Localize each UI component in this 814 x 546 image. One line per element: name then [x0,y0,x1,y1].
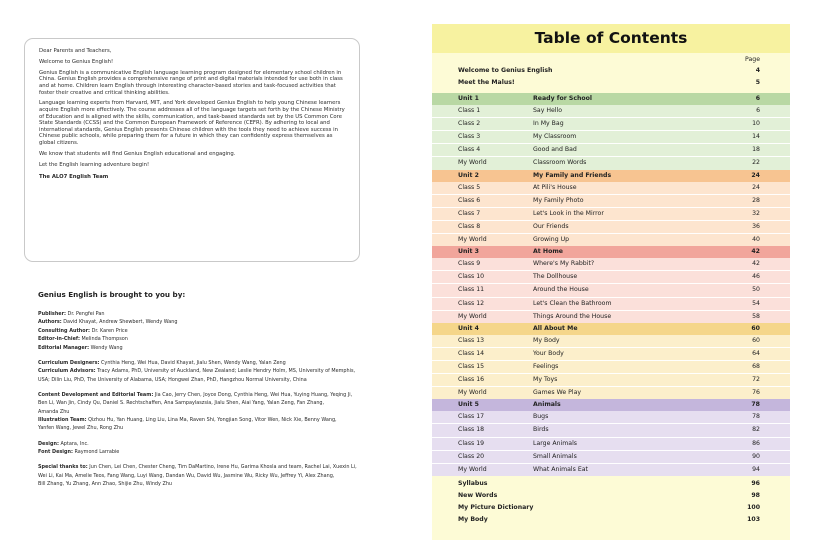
credit-role: Curriculum Designers: [38,359,100,366]
credit-names: Aptara, Inc. [58,440,89,447]
credit-names: Raymond Larrabie [72,449,120,456]
toc-row [432,411,790,424]
letter-paragraph: We know that students will find Genius English educational and engaging. [39,150,236,157]
letter-paragraph: Genius English is a communicative English language learning program designed for elementary school children in China. Genius English provides a comprehensive range of print and digital materials intended for use both in class and at home. Children learn English through interesting character-based stories and task-focused activities that foster their creative and critical thinking abilities. [39,69,343,96]
credit-line [38,408,358,416]
toc-row [432,298,790,311]
credits-section [38,290,358,495]
credit-role: Consulting Author: [38,327,91,334]
toc-row [432,182,790,195]
toc-page-number: 86 [752,439,760,447]
toc-row [432,131,790,144]
toc-entry-title: Things Around the House [533,312,612,320]
credit-names: Ben Li, Wan Jin, Cindy Qu, Daniel S. Rechtschaffen, Ana Sampaylaszsia, Jialu Shen, Aiai Yang, Yalan Zeng, Fan Zhang, [38,400,325,407]
toc-entry-title: Let's Look in the Mirror [533,209,604,217]
toc-page-number: 76 [752,389,760,397]
toc-entry-label: Class 3 [458,133,481,141]
credits-title: Genius English is brought to you by: [38,290,186,299]
toc-row [432,221,790,234]
toc-units [432,93,790,476]
toc-entry-label: Syllabus [458,479,488,487]
toc-entry-label: Unit 3 [458,248,479,256]
toc-entry-title: Our Friends [533,222,569,230]
toc-page-number: 28 [752,196,760,204]
credit-line [38,335,358,343]
credit-names: Yanfen Wang, Jewel Zhu, Rong Zhu [38,425,124,432]
toc-back-entry [432,514,790,526]
toc-row [432,157,790,169]
toc-entry-title: All About Me [533,324,578,332]
credit-role: Special thanks to: [38,464,88,471]
unit-rows [432,335,790,399]
toc-row [432,387,790,399]
credit-group [38,440,358,457]
credit-names: Dr. Karen Price [90,327,128,334]
unit-header [432,93,790,105]
toc-entry-label: My World [458,389,487,397]
toc-entry-label: Class 16 [458,376,485,384]
unit-header [432,170,790,182]
toc-row [432,144,790,157]
credit-line [38,463,358,471]
toc-entry-title: In My Bag [533,120,564,128]
toc-entry-label: Class 19 [458,439,485,447]
toc-page-number: 42 [752,260,760,268]
toc-page-number: 103 [747,516,760,524]
toc-entry-label: Unit 4 [458,324,479,332]
toc-page-number: 4 [755,67,760,74]
credit-role: Font Design: [38,449,73,456]
toc-entry-title: Small Animals [533,452,577,460]
toc-row [432,234,790,246]
toc-page-number: 24 [751,171,760,179]
toc-row [432,271,790,284]
toc-back-entry [432,490,790,502]
credit-role: Publisher: [38,311,66,317]
toc-back-matter [432,476,790,540]
toc-row [432,208,790,221]
unit-block [432,399,790,476]
page-column-header [432,53,790,65]
toc-page-number: 54 [752,299,760,307]
toc-row [432,284,790,297]
toc-entry-label: Class 2 [458,120,481,128]
toc-entry-label: Class 5 [458,183,481,191]
unit-block [432,170,790,247]
toc-back-entry [432,502,790,514]
unit-header [432,323,790,335]
toc-entry-label: New Words [458,491,498,499]
toc-front-entry [432,65,790,77]
credit-line [38,327,358,335]
toc-entry-label: Meet the Malus! [458,79,515,87]
toc-entry-title: Say Hello [533,107,563,115]
credit-names: Melinda Thompson [80,336,128,343]
toc-entry-label: Class 17 [458,413,485,421]
toc-entry-label: My World [458,236,487,244]
toc-row [432,118,790,131]
credit-line [38,367,358,375]
toc-page-number: 18 [752,146,760,154]
toc-page-number: 24 [752,183,760,191]
toc-row [432,438,790,451]
welcome-letter [24,38,360,262]
toc-entry-title: Large Animals [533,439,578,447]
toc-entry-label: Class 11 [458,286,485,294]
toc-entry-label: My Body [458,516,488,524]
credit-line [38,318,358,326]
credit-role: Authors: [38,319,62,326]
unit-block [432,323,790,400]
unit-rows [432,182,790,246]
toc-entry-title: Good and Bad [533,146,577,154]
toc-entry-title: Animals [533,401,561,409]
credit-role: Curriculum Advisors: [38,368,96,375]
credit-names: Qizhou Hu, Yan Huang, Ling Liu, Lina Ma, Raven Shi, Yongjian Song, Vitor Wen, Nick Xie, Benny Wang, [86,417,337,424]
toc-page-number: 96 [751,479,760,487]
credit-line [38,344,358,352]
toc-back-entry [432,478,790,490]
toc-entry-title: Where's My Rabbit? [533,260,595,268]
credit-groups [38,310,358,489]
toc-entry-label: My Picture Dictionary [458,504,534,511]
toc-entry-label: Class 13 [458,336,485,344]
unit-header [432,246,790,258]
toc-row [432,258,790,271]
credit-names: David Khayat, Andrew Shewbert, Wendy Wang [61,319,178,326]
toc-row [432,195,790,208]
toc-entry-title: Your Body [533,349,564,357]
toc-row [432,424,790,437]
credit-names: Amanda Zhu [38,408,70,415]
credit-names: Wendy Wang [89,344,123,351]
credit-line [38,376,358,384]
toc-entry-title: What Animals Eat [533,465,588,473]
toc-row [432,335,790,348]
credit-line [38,399,358,407]
toc-entry-label: Class 18 [458,426,485,434]
credit-names: Bill Zhang, Yu Zhang, Ann Zhao, Shijie Zhu, Windy Zhu [38,481,173,488]
toc-page-number: 42 [751,248,760,256]
letter-paragraph: Let the English learning adventure begin! [39,161,150,168]
toc-entry-label: Class 20 [458,452,485,460]
toc-page-number: 60 [752,336,760,344]
toc-entry-label: Class 7 [458,209,481,217]
credit-names: Jia Cao, Jerry Chen, Joyce Dong, Cynthia Heng, Wei Hua, Yuying Huang, Yeqing Ji, [153,391,353,398]
toc-page-number: 36 [752,222,760,230]
toc-entry-title: Classroom Words [533,159,587,167]
toc-entry-label: Unit 2 [458,171,479,179]
toc-page-number: 22 [752,159,760,167]
toc-entry-title: Birds [533,426,549,434]
toc-entry-label: Class 15 [458,362,485,370]
unit-header [432,399,790,411]
toc-page-number: 82 [752,426,760,434]
toc-row [432,311,790,323]
toc-entry-title: My Toys [533,376,558,384]
toc-page-number: 58 [752,312,760,320]
front-rows [432,65,790,89]
credit-names: Jun Chen, Lei Chen, Chester Cheng, Tim DaMartino, Irene Hu, Garima Khosla and team, Rachel Lai, Xuexin Li, [87,464,357,471]
letter-greeting: Dear Parents and Teachers, [39,48,112,54]
toc-entry-title: Feelings [533,362,559,370]
toc-entry-label: Welcome to Genius English [458,67,553,74]
credit-names: Tracy Adams, PhD, University of Auckland, New Zealand; Leslie Hendry Holm, MS, University of Memphis, [95,368,356,375]
toc-page-number: 40 [752,236,760,244]
toc-entry-title: Growing Up [533,236,570,244]
credit-line [38,440,358,448]
unit-block [432,246,790,323]
credit-role: Content Development and Editorial Team: [38,391,154,398]
toc-page-number: 6 [756,107,760,115]
letter-signature: The ALO7 English Team [39,174,109,181]
credit-line [38,359,358,367]
credit-line [38,391,358,399]
credit-names: Cynthia Heng, Wei Hua, David Khayat, Jialu Shen, Wendy Wang, Yalan Zeng [99,359,286,366]
toc-entry-title: My Body [533,336,560,344]
toc-row [432,464,790,476]
page-header-label: Page [745,56,760,63]
toc-entry-label: Class 9 [458,260,481,268]
credit-line [38,424,358,432]
unit-block [432,93,790,170]
credit-line [38,310,358,318]
credit-names: Dr. Pengfei Pan [66,311,105,317]
credit-role: Illustration Team: [38,417,87,424]
toc-page-number: 72 [752,376,760,384]
toc-entry-title: Around the House [533,286,589,294]
toc-page-number: 64 [752,349,760,357]
credit-group [38,463,358,488]
toc-page-number: 32 [752,209,760,217]
credit-role: Editorial Manager: [38,344,90,351]
toc-page-number: 60 [751,324,760,332]
toc-entry-title: At Home [533,248,563,256]
letter-paragraph: Language learning experts from Harvard, MIT, and York developed Genius English to help young Chinese learners acquire English more effectively. The course addresses all of the language targets set forth by the Chinese Ministry of Education and is aligned with the skills, communication, and task-based standards set by the US Common Core State Standards (CCSS) and the Common European Framework of Reference (CEFR). By adhering to local and international standards, Genius English presents Chinese children with the tools they need to achieve success in Chinese public schools, while preparing them for a future in which they can confidently express themselves as global citizens. [39,100,345,147]
toc-entry-label: Class 1 [458,107,481,115]
toc-entry-label: My World [458,159,487,167]
toc-entry-label: My World [458,312,487,320]
toc-front-entry [432,77,790,89]
toc-row [432,451,790,464]
toc-entry-label: Class 10 [458,273,485,281]
toc-row [432,361,790,374]
credit-role: Design: [38,440,59,447]
toc-page-number: 5 [755,79,760,87]
toc-page-number: 78 [751,401,760,409]
toc-title: Table of Contents [432,24,790,53]
toc-entry-title: The Dollhouse [533,273,578,281]
toc-page-number: 46 [752,273,760,281]
toc-entry-title: Bugs [533,413,549,421]
toc-entry-label: Class 6 [458,196,481,204]
toc-page-number: 100 [747,504,760,511]
toc-page-number: 68 [752,362,760,370]
toc-page-number: 94 [752,465,760,473]
unit-rows [432,411,790,475]
credit-names: USA; Dilin Liu, PhD, The University of Alabama, USA; Hongwei Zhan, PhD, Hangzhou Normal University, China [38,376,307,383]
toc-page-number: 78 [752,413,760,421]
toc-front-matter [432,53,790,93]
toc-page-number: 14 [752,133,760,141]
toc-entry-label: Class 4 [458,146,481,154]
toc-entry-label: Unit 5 [458,401,479,409]
toc-entry-title: Ready for School [533,95,593,102]
credit-group [38,310,358,352]
toc-entry-label: Unit 1 [458,95,479,102]
toc-entry-title: Games We Play [533,389,582,397]
toc-row [432,105,790,118]
toc-row [432,374,790,387]
credit-group [38,391,358,433]
toc-entry-label: Class 8 [458,222,481,230]
toc-page-number: 90 [752,452,760,460]
credit-line [38,416,358,424]
toc-row [432,348,790,361]
credit-group [38,359,358,384]
toc-page-number: 50 [752,286,760,294]
table-of-contents [432,24,790,524]
toc-entry-title: At Pili's House [533,183,577,191]
toc-entry-label: My World [458,465,487,473]
credit-line [38,448,358,456]
letter-welcome: Welcome to Genius English! [39,58,114,65]
unit-rows [432,105,790,169]
toc-entry-title: My Family and Friends [533,171,612,179]
credit-line [38,472,358,480]
credit-names: Wei Li, Kai Ma, Amelie Teos, Fang Wang, Luyi Wang, Dandan Wu, David Wu, Jasmine Wu, Ricky Wu, Jeffrey Yi, Alex Zhang, [38,472,335,479]
toc-entry-title: My Family Photo [533,196,584,204]
credit-role: Editor-in-Chief: [38,336,80,343]
toc-entry-title: Let's Clean the Bathroom [533,299,612,307]
unit-rows [432,258,790,322]
toc-entry-label: Class 14 [458,349,485,357]
toc-page-number: 98 [751,491,760,499]
toc-entry-title: My Classroom [533,133,577,141]
toc-entry-label: Class 12 [458,299,485,307]
toc-page-number: 10 [752,120,760,128]
credit-line [38,480,358,488]
toc-page-number: 6 [755,95,760,102]
